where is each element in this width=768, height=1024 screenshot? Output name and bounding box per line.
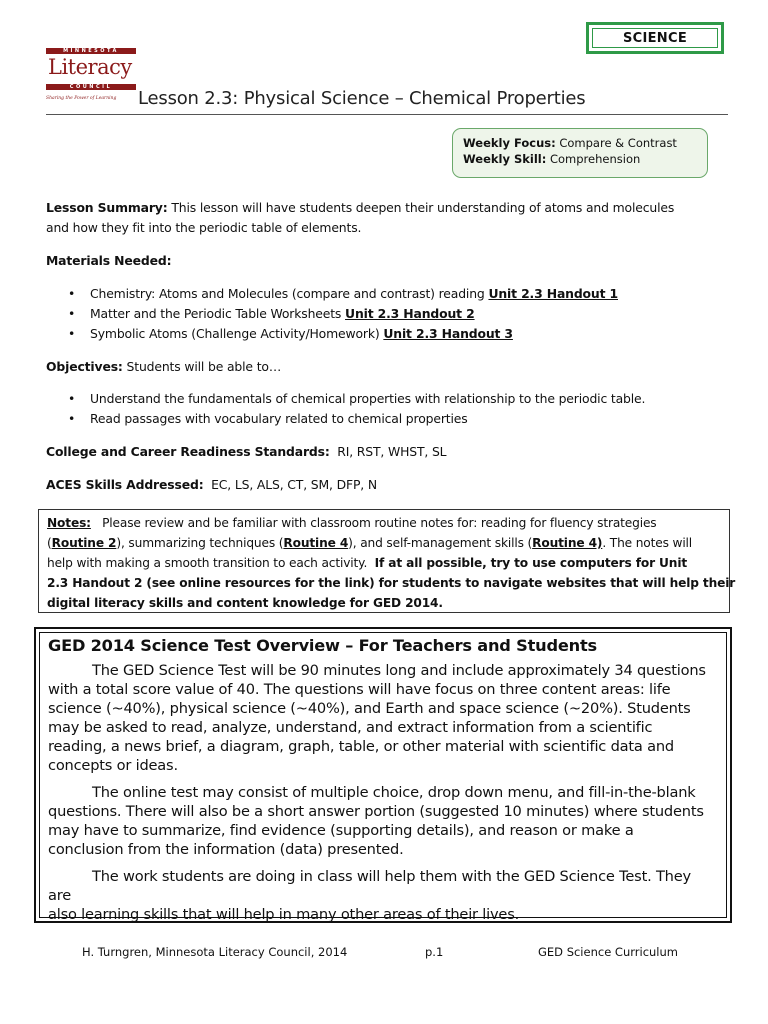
weekly-focus-value: Compare & Contrast [559, 136, 677, 150]
materials-list [46, 284, 618, 344]
weekly-skill-value: Comprehension [549, 152, 641, 166]
weekly-focus-box [452, 128, 708, 178]
handout-link[interactable]: Unit 2.3 Handout 3 [383, 326, 513, 341]
weekly-skill-row [463, 151, 697, 167]
minnesota-literacy-council-logo [46, 48, 138, 108]
notes-emphasis: 2.3 Handout 2 (see online resources for the link) for students to navigate websites that will help their [47, 576, 736, 590]
material-text: Matter and the Periodic Table Worksheets [90, 306, 342, 321]
notes-emphasis: digital literacy skills and content knowledge for GED 2014. [47, 596, 443, 610]
notes-text: Please review and be familiar with classroom routine notes for: reading for fluency strategies [102, 516, 657, 530]
subject-badge-label: SCIENCE [592, 28, 718, 48]
weekly-skill-label: Weekly Skill: [463, 152, 547, 166]
standards-label: College and Career Readiness Standards: [46, 444, 330, 459]
routine-ref: Routine 4 [283, 536, 349, 550]
ged-paragraph-3 [48, 867, 718, 924]
lesson-title: Lesson 2.3: Physical Science – Chemical Properties [138, 88, 586, 109]
footer-author: H. Turngren, Minnesota Literacy Council, 2014 [82, 945, 348, 959]
notes-text: help with making a smooth transition to each activity. [47, 556, 368, 570]
footer-page-number: p.1 [425, 945, 444, 959]
list-item: • Understand the fundamentals of chemical properties with relationship to the periodic table. [46, 389, 645, 409]
title-divider [46, 114, 728, 115]
objectives-list [46, 389, 645, 429]
notes-text: ), and self-management skills ( [348, 536, 533, 550]
objectives-intro-text: Students will be able to… [126, 359, 282, 374]
logo-wordmark: Literacy [48, 55, 132, 79]
paragraph-line: reading, a news brief, a diagram, graph, table, or other material with scientific data and [48, 738, 674, 755]
materials-heading: Materials Needed: [46, 253, 172, 268]
aces-skills [46, 475, 377, 495]
notes-text: ), summarizing techniques ( [116, 536, 284, 550]
aces-label: ACES Skills Addressed: [46, 477, 204, 492]
paragraph-line: questions. There will also be a short answer portion (suggested 10 minutes) where students [48, 803, 704, 820]
routine-ref: Routine 4) [532, 536, 603, 550]
list-item [46, 324, 618, 344]
notes-emphasis: If at all possible, try to use computers for Unit [374, 556, 688, 570]
notes-box [38, 509, 736, 613]
aces-value: EC, LS, ALS, CT, SM, DFP, N [211, 477, 377, 492]
readiness-standards [46, 442, 446, 462]
lesson-summary-line-1: This lesson will have students deepen their understanding of atoms and molecules [171, 200, 675, 215]
handout-link[interactable]: Unit 2.3 Handout 2 [345, 306, 475, 321]
list-item [46, 304, 618, 324]
paragraph-line: The online test may consist of multiple choice, drop down menu, and fill-in-the-blank [92, 784, 696, 801]
paragraph-line: concepts or ideas. [48, 757, 178, 774]
paragraph-line: may be asked to read, analyze, understand, and extract information from a scientific [48, 719, 653, 736]
paragraph-line: also learning skills that will help in many other areas of their lives. [48, 906, 520, 923]
paragraph-line: conclusion from the information (data) presented. [48, 841, 404, 858]
paragraph-line: may have to summarize, find evidence (supporting details), and reason or make a [48, 822, 634, 839]
paragraph-line: The GED Science Test will be 90 minutes long and include approximately 34 questions [92, 662, 706, 679]
lesson-summary-line-2: and how they fit into the periodic table of elements. [46, 220, 362, 235]
material-text: Symbolic Atoms (Challenge Activity/Homework) [90, 326, 380, 341]
weekly-focus-row [463, 135, 697, 151]
footer-curriculum: GED Science Curriculum [538, 945, 678, 959]
lesson-summary-label: Lesson Summary: [46, 200, 168, 215]
notes-text: . The notes will [602, 536, 693, 550]
subject-badge [586, 22, 724, 54]
list-item [46, 284, 618, 304]
objectives-label: Objectives: [46, 359, 123, 374]
notes-label: Notes: [47, 516, 91, 530]
paragraph-line: science (~40%), physical science (~40%), and Earth and space science (~20%). Students [48, 700, 691, 717]
routine-ref: Routine 2 [51, 536, 117, 550]
weekly-focus-label: Weekly Focus: [463, 136, 556, 150]
ged-overview-box [34, 627, 732, 923]
logo-tagline: Sharing the Power of Learning [46, 96, 117, 101]
handout-link[interactable]: Unit 2.3 Handout 1 [488, 286, 618, 301]
logo-bottom-band: COUNCIL [46, 84, 136, 90]
notes-text: ( [47, 536, 52, 550]
ged-paragraph-2 [48, 783, 718, 859]
paragraph-line: The work students are doing in class will help them with the GED Science Test. They are [48, 868, 691, 904]
material-text: Chemistry: Atoms and Molecules (compare and contrast) reading [90, 286, 485, 301]
logo-top-band: MINNESOTA [46, 48, 136, 54]
lesson-summary [46, 198, 736, 238]
standards-value: RI, RST, WHST, SL [337, 444, 447, 459]
list-item: • Read passages with vocabulary related to chemical properties [46, 409, 645, 429]
ged-overview-heading: GED 2014 Science Test Overview – For Teachers and Students [48, 636, 597, 655]
paragraph-line: with a total score value of 40. The questions will have focus on three content areas: life [48, 681, 671, 698]
ged-paragraph-1 [48, 661, 718, 775]
objectives-intro [46, 357, 281, 377]
